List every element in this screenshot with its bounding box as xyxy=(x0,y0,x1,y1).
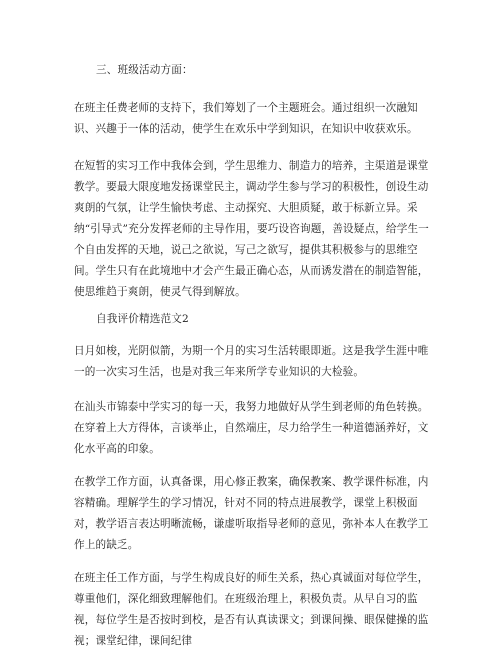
paragraph-class-teacher-work: 在班主任工作方面，与学生构成良好的师生关系，热心真诚面对每位学生，尊重他们，深化细致理解他们。在班级治理上，积极负责。从早自习的监视，每位学生是否按时到校，是否有认真读课文；到课间操、眼保健操的监视；课堂纪律，课间纪律 xyxy=(74,572,429,647)
paragraph-teaching-work: 在教学工作方面，认真备课，用心修正教案，确保教案、教学课件标准，内容精确。理解学生的学习情况，针对不同的特点进展教学，课堂上积极面对，教学语言表达明晰流畅，谦虚听取指导老师的意见，弥补本人在教学工作上的缺乏。 xyxy=(74,476,429,551)
subtitle-sample-2: 自我评价精选范文2 xyxy=(96,313,189,325)
paragraph-teaching-reflection: 在短暂的实习工作中我体会到，学生思维力、制造力的培养，主渠道是课堂教学。要最大限度地发扬课堂民主，调动学生参与学习的积极性，创设生动爽朗的气氛，让学生愉快考虑、主动探究、大胆质疑，敢于标新立异。采纳“引导式”充分发挥老师的主导作用，要巧设咨询题，善设疑点，给学生一个自由发挥的天地，说己之欲说，写己之欲写，提供其积极参与的思维空间。学生只有在此境地中才会产生最正确心态，从而诱发潜在的制造智能，使思维趋于爽朗，使灵气得到解放。 xyxy=(74,160,429,298)
paragraph-role-transition: 在汕头市锦泰中学实习的每一天，我努力地做好从学生到老师的角色转换。在穿着上大方得体，言谈举止，自然端庄，尽力给学生一种道德涵养好，文化水平高的印象。 xyxy=(74,401,429,455)
paragraph-activity: 在班主任费老师的支持下，我们筹划了一个主题班会。通过组织一次融知识、兴趣于一体的活动，使学生在欢乐中学到知识，在知识中收获欢乐。 xyxy=(74,102,418,135)
paragraph-internship-intro: 日月如梭，光阴似箭，为期一个月的实习生活转眼即逝。这是我学生涯中唯一的一次实习生活，也是对我三年来所学专业知识的大检验。 xyxy=(74,345,429,378)
section-heading: 三、班级活动方面： xyxy=(96,64,193,76)
